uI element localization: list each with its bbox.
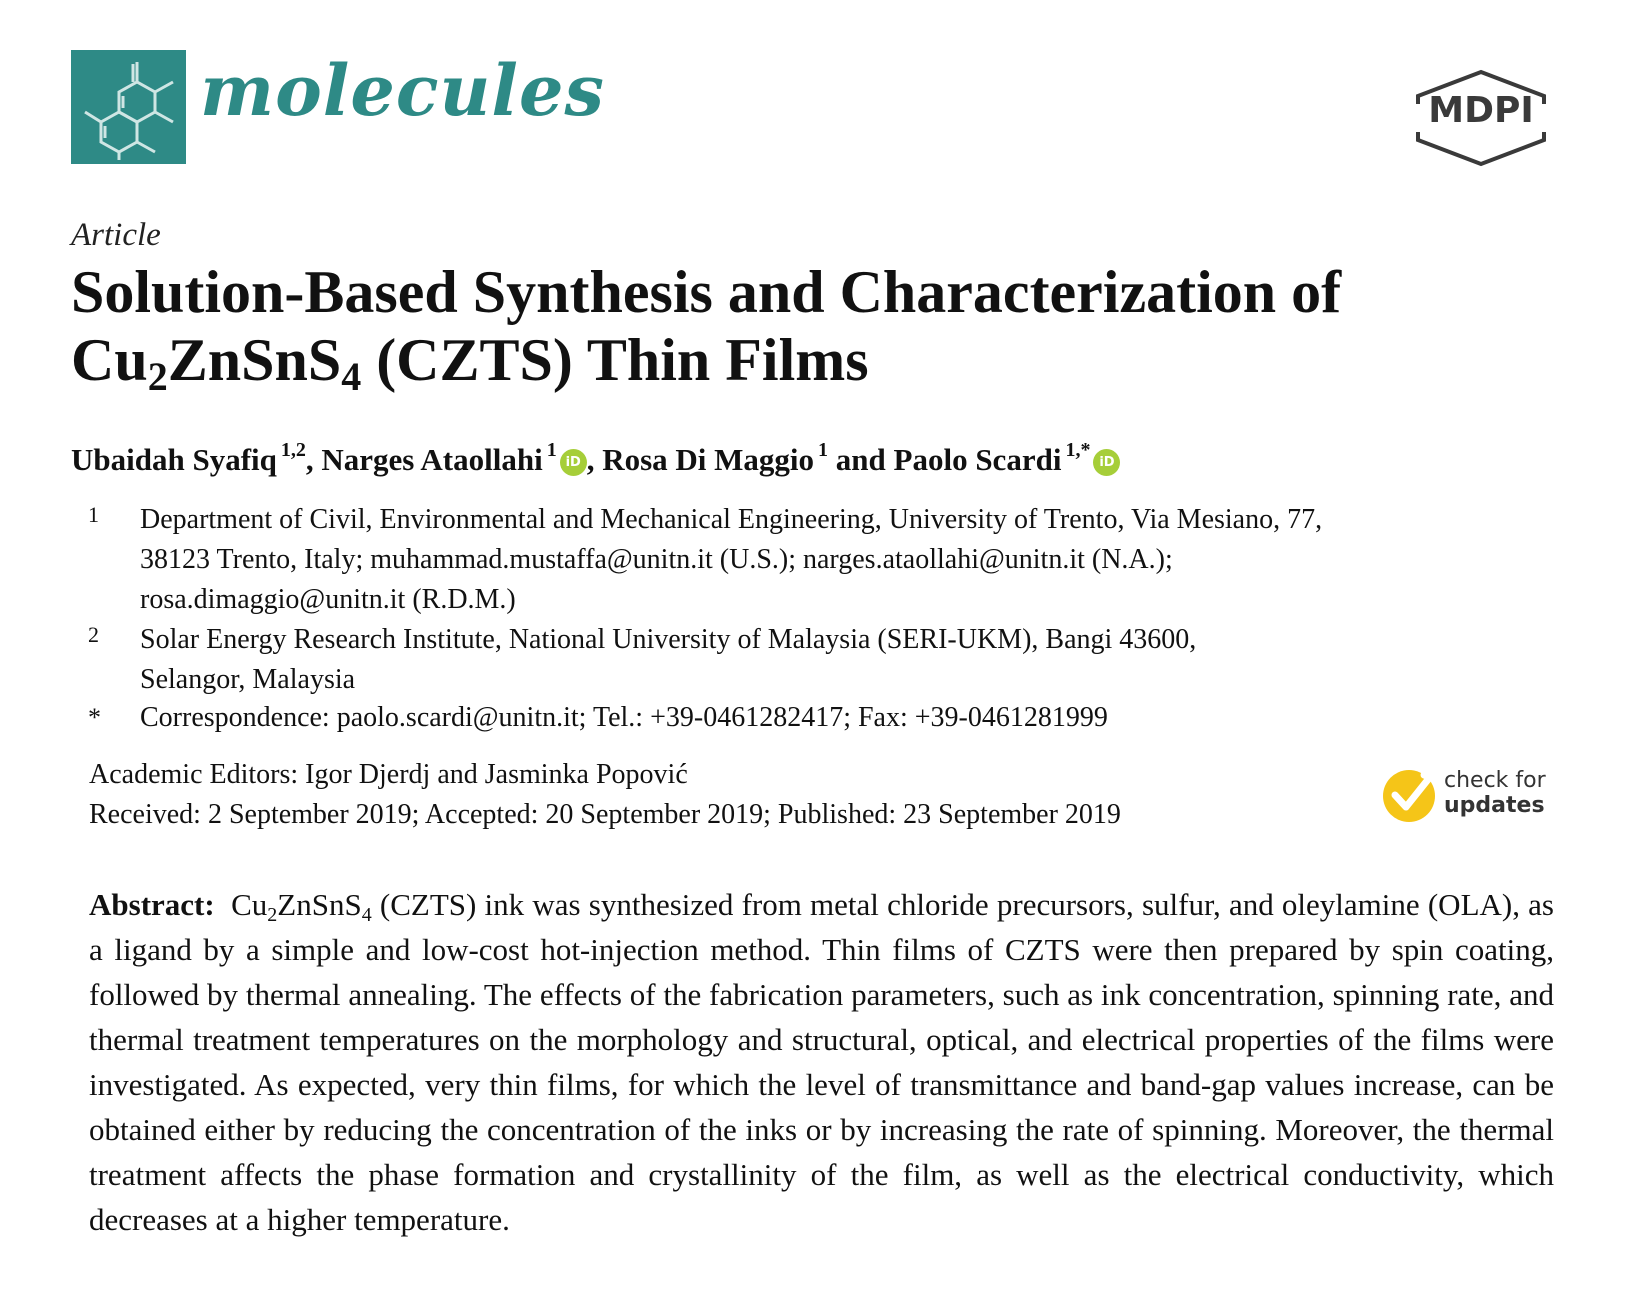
publisher-name: MDPI [1428, 90, 1534, 131]
author-list: Ubaidah Syafiq $^{1,2}$, Narges Ataollahi $^1$iD , Rosa Di Maggio $^1$ and Paolo Scardi $^{1,*}$iD [71, 442, 1120, 478]
abstract [89, 882, 1554, 1242]
affiliation-2: Solar Energy Research Institute, National University of Malaysia (SERI-UKM), Bangi 43600, Selangor, Malaysia [140, 624, 1197, 695]
author-affiliation: 1 [546, 439, 557, 461]
article-type: Article [71, 217, 161, 253]
affiliation-1: Department of Civil, Environmental and Mechanical Engineering, University of Trento, Via Mesiano, 77, 38123 Trento, Italy; muhammad.mustaffa@unitn.it (U.S.); narges.ataollahi@unitn.it (N.A.); rosa.dimaggio@unitn.it (R.D.M.) [140, 504, 1323, 615]
abstract-label: Abstract: [89, 887, 215, 922]
publisher-logo [1410, 68, 1552, 168]
check-updates-label: check for [1444, 768, 1546, 793]
publication-dates: Received: 2 September 2019; Accepted: 20 September 2019; Published: 23 September 2019 [89, 799, 1121, 830]
journal-name: molecules [200, 49, 605, 132]
check-updates-label-bold: updates [1444, 793, 1545, 818]
affiliation-marker: 1 [88, 502, 99, 527]
article-title [71, 258, 1571, 399]
correspondence-marker: * [88, 703, 101, 732]
orcid-icon[interactable]: iD [560, 449, 587, 476]
correspondence: Correspondence: paolo.scardi@unitn.it; Tel.: +39-0461282417; Fax: +39-0461281999 [140, 702, 1108, 733]
author-name: Rosa Di Maggio [602, 442, 815, 477]
academic-editors: Academic Editors: Igor Djerdj and Jasminka Popović [89, 759, 688, 790]
affiliation-marker: 2 [88, 622, 99, 647]
author-affiliation: 1,* [1065, 439, 1091, 461]
title-line-1: Solution-Based Synthesis and Characterization of [71, 259, 1342, 325]
abstract-text: (CZTS) ink was synthesized from metal chloride precursors, sulfur, and oleylamine (OLA), as a ligand by a simple and low-cost hot-injection method. Thin films of CZTS were then prepared by spin coating, followed by thermal annealing. The effects of the fabrication parameters, such as ink concentration, spinning rate, and thermal treatment temperatures on the morphology and structural, optical, and electrical properties of the films were investigated. As expected, very thin films, for which the level of transmittance and band-gap values increase, can be obtained either by reducing the concentration of the inks or by increasing the rate of spinning. Moreover, the thermal treatment affects the phase formation and crystallinity of the film, as well as the electrical conductivity, which decreases at a higher temperature. [89, 887, 1554, 1237]
molecule-icon [71, 50, 186, 164]
author-affiliation: 1,2 [280, 439, 306, 461]
title-line-2: $Cu_2ZnSnS_4$ (CZTS) Thin Films [71, 327, 869, 399]
check-for-updates-button[interactable] [1380, 765, 1555, 825]
author-affiliation: 1 [818, 439, 829, 461]
orcid-icon[interactable]: iD [1093, 449, 1120, 476]
journal-logo [71, 50, 186, 164]
abstract-formula: $Cu_2ZnSnS_4$ [231, 887, 372, 926]
author-name: Ubaidah Syafiq [71, 442, 277, 477]
author-name: Narges Ataollahi [321, 442, 543, 477]
check-updates-icon [1380, 765, 1440, 825]
author-name: Paolo Scardi [893, 442, 1062, 477]
